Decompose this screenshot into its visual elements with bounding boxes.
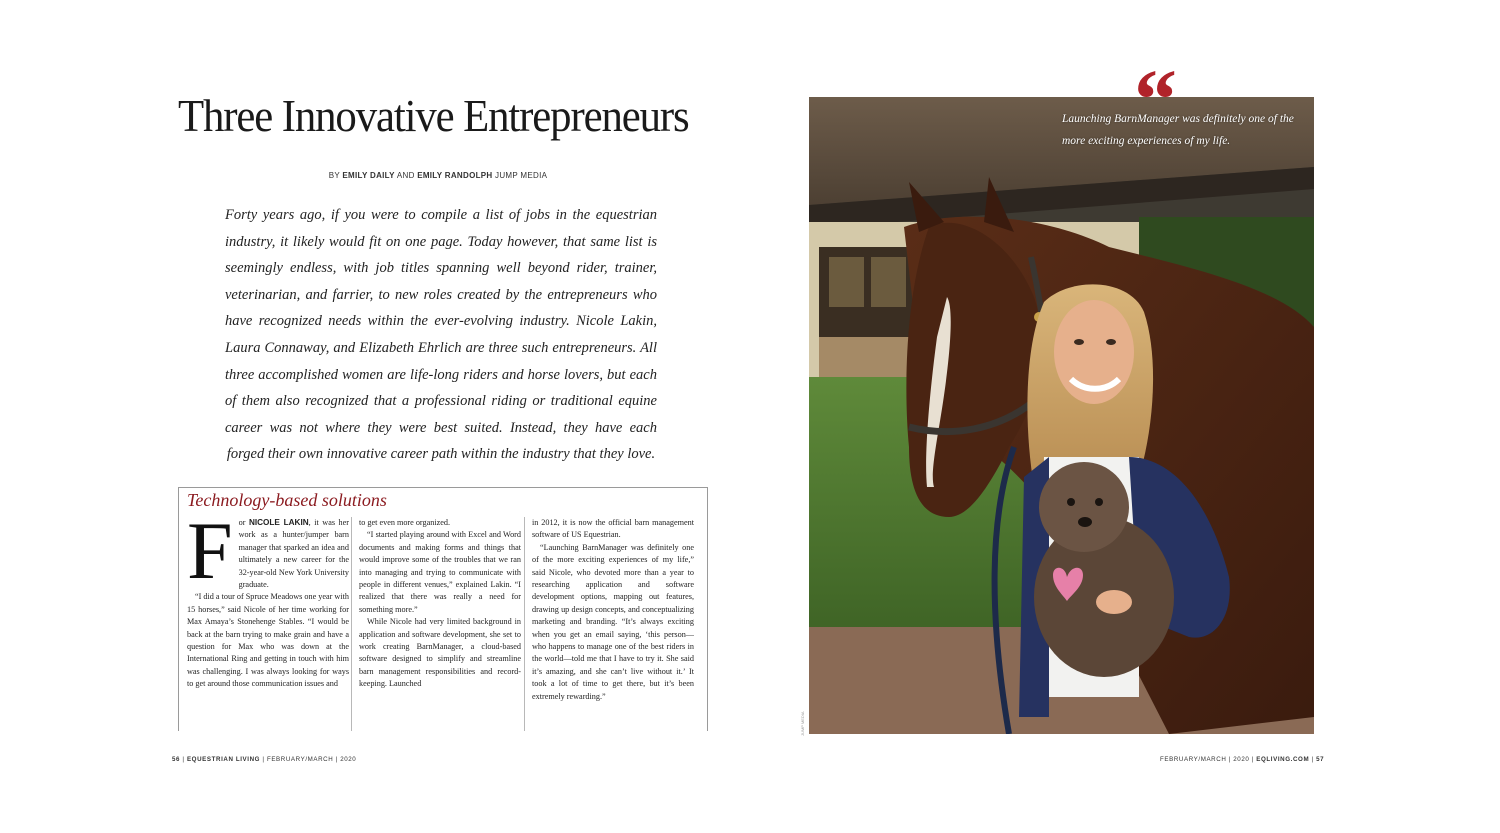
lead-name: NICOLE LAKIN [248, 518, 309, 527]
section-title: Technology-based solutions [187, 490, 387, 510]
column-rule [351, 517, 352, 731]
website: EQLIVING.COM [1256, 756, 1310, 763]
photo-credit: JUMP MEDIA [800, 711, 805, 736]
publication-name: EQUESTRIAN LIVING [186, 756, 261, 763]
byline-author-2: EMILY RANDOLPH [417, 171, 493, 180]
intro-paragraph: Forty years ago, if you were to compile a list of jobs in the equestrian industry, it likely would fit on one page. Today however, that same list is seemingly endless, with job titles spanning well beyond rider, trainer, veterinarian, and farrier, to new roles created by the entrepreneurs who have recognized needs within the ever-evolving industry. Nicole Lakin, Laura Connaway, and Elizabeth Ehrlich are three such entrepreneurs. All three accomplished women are life-long riders and horse lovers, but each of them also recognized that a professional riding or traditional equine career was not where they were best suited. Instead, they have each forged their own innovative career path within the industry that they love. [225, 207, 657, 463]
text-column-2 [359, 517, 521, 691]
paragraph: “I started playing around with Excel and Word documents and making forms and things that would improve some of the troubles that we ran into managing and trying to communicate with people in different venues,” explained Lakin. “I realized that there was really a need for something more.” [359, 530, 521, 614]
byline-author-1: EMILY DAILY [342, 171, 395, 180]
column-rule [524, 517, 525, 731]
issue-year: 2020 [1233, 756, 1250, 763]
drop-cap: F [187, 505, 233, 596]
sidebar-box [178, 487, 708, 731]
pull-quote: Launching BarnManager was definitely one of the more exciting experiences of my life. [1062, 113, 1294, 147]
footer-right: FEBRUARY/MARCH | 2020 | EQLIVING.COM | 57 [1160, 756, 1325, 763]
paragraph: to get even more organized. [359, 518, 451, 527]
page-number-left: 56 [172, 756, 181, 763]
photo-illustration [809, 97, 1314, 734]
text-column-3 [532, 517, 694, 703]
paragraph: “I did a tour of Spruce Meadows one year with 15 horses,” said Nicole of her time working for Max Amaya’s Stonehenge Stables. “I would be back at the barn trying to make grain and have a question for Max who was down at the International Ring and getting in touch with him was challenging. I was always looking for ways to get around those communication issues and [187, 592, 349, 689]
page-number-right: 57 [1316, 756, 1325, 763]
quote-marks: “ [1134, 51, 1177, 147]
byline-and: AND [396, 171, 415, 180]
lead-rest: , it was her work as a hunter/jumper barn manager that sparked an idea and ultimately a new career for the 32-year-old New York University graduate. [238, 518, 349, 590]
paragraph: “Launching BarnManager was definitely one of the more exciting experiences of my life,” said Nicole, who devoted more than a year to researching application and software development options, mapping out features, drawing up design concepts, and conceptualizing marketing and branding. “It’s always exciting when you get an email saying, ‘this person—who happens to manage one of the best riders in the world—told me that I have to try it. She said it’s amazing, and she can’t live without it.’ It took a lot of time to get there, but it’s been extremely rewarding.” [532, 542, 694, 701]
paragraph: While Nicole had very limited background in application and software development, she set to work creating BarnManager, a cloud-based software designed to simplify and streamline barn management responsibilities and record-keeping. Launched [359, 617, 521, 689]
text-column-1 [187, 505, 349, 691]
footer-left: 56 | EQUESTRIAN LIVING | FEBRUARY/MARCH | 2020 [172, 756, 357, 763]
byline-by: BY [328, 171, 340, 180]
article-title: Three Innovative Entrepreneurs [178, 90, 689, 141]
byline-org: JUMP MEDIA [495, 171, 548, 180]
byline [178, 171, 698, 180]
issue-year: 2020 [340, 756, 357, 763]
lead-pre: or [238, 518, 249, 527]
issue-date: FEBRUARY/MARCH [1160, 756, 1227, 763]
feature-photo [809, 97, 1314, 734]
issue-date: FEBRUARY/MARCH [266, 756, 334, 763]
paragraph [187, 505, 349, 596]
paragraph: in 2012, it is now the official barn management software of US Equestrian. [532, 518, 694, 540]
